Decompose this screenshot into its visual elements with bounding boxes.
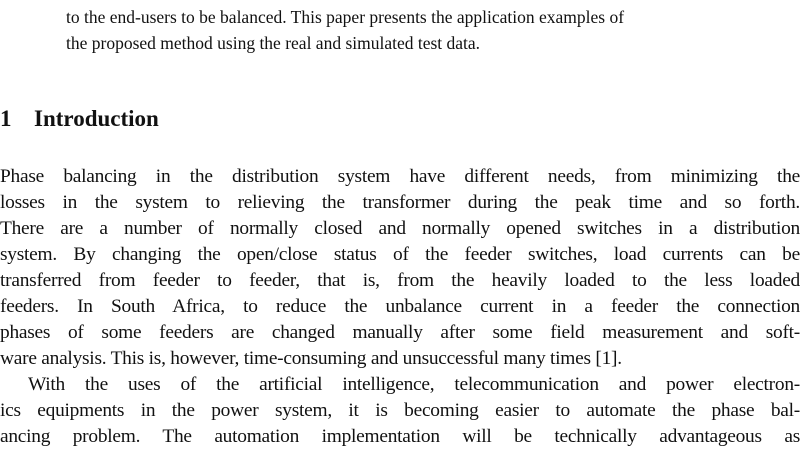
section-number: 1 (0, 106, 12, 131)
text-line: There are a number of normally closed and normally opened switches in a distribution (0, 218, 800, 239)
text-line: phases of some feeders are changed manually after some field measurement and soft- (0, 322, 800, 343)
abstract-line: the proposed method using the real and simulated test data. (66, 33, 481, 53)
text-line: With the uses of the artificial intelligence, telecommunication and power electron- (28, 374, 800, 395)
text-line: transferred from feeder to feeder, that is, from the heavily loaded to the less loaded (0, 270, 800, 291)
text-line: feeders. In South Africa, to reduce the unbalance current in a feeder the connection (0, 296, 800, 317)
abstract-line: to the end-users to be balanced. This paper presents the application examples of (66, 7, 625, 27)
text-line: system. By changing the open/close status of the feeder switches, load currents can be (0, 244, 800, 265)
text-line: ancing problem. The automation implementation will be technically advantageous as (0, 426, 800, 447)
text-line: ics equipments in the power system, it is becoming easier to automate the phase bal- (0, 400, 800, 421)
text-line: losses in the system to relieving the transformer during the peak time and so forth. (0, 192, 800, 213)
text-line: Phase balancing in the distribution system have different needs, from minimizing the (0, 166, 800, 187)
body-text (0, 164, 800, 450)
section-heading (0, 106, 159, 132)
section-title: Introduction (34, 106, 159, 131)
text-line: ware analysis. This is, however, time-consuming and unsuccessful many times [1]. (0, 348, 622, 369)
